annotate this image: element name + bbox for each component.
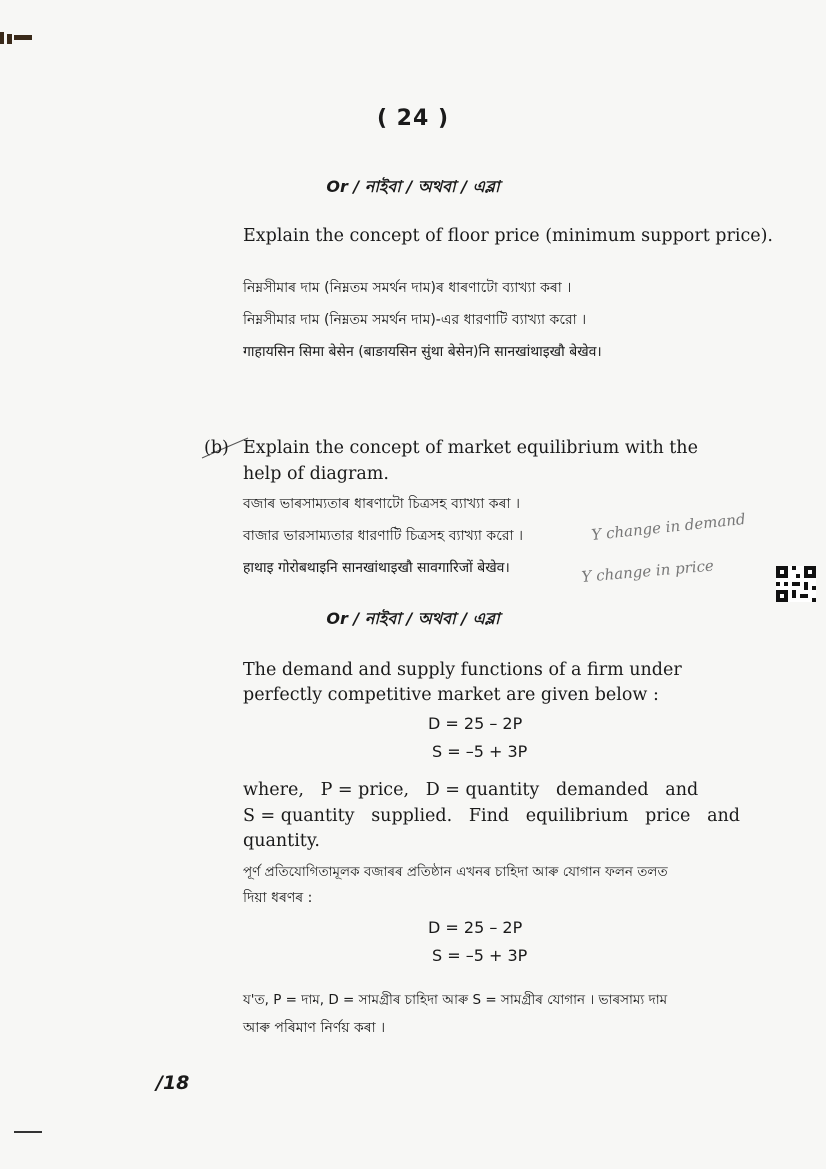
question-demand-supply-line1: The demand and supply functions of a firm under	[243, 660, 682, 680]
assamese-where-line1: য'ত, P = দাম, D = সামগ্ৰীৰ চাহিদা আৰু S = সামগ্ৰীৰ যোগান । ভাৰসাম্য দাম	[243, 992, 668, 1008]
equation-demand-2: D = 25 – 2P	[428, 918, 523, 937]
question-b-bengali: বাজার ভারসাম্যতার ধারণাটি চিত্রসহ ব্যাখ্যা করো ।	[243, 528, 524, 544]
equation-demand: D = 25 – 2P	[428, 714, 523, 733]
where-line3: quantity.	[243, 831, 320, 851]
assamese-demand-supply-line1: পূৰ্ণ প্ৰতিযোগিতামূলক বজাৰৰ প্ৰতিষ্ঠান এখনৰ চাহিদা আৰু যোগান ফলন তলত	[243, 864, 668, 880]
question-b-assamese: বজাৰ ভাৰসাম্যতাৰ ধাৰণাটো চিত্ৰসহ ব্যাখ্যা কৰা ।	[243, 496, 520, 512]
handwritten-note	[580, 510, 800, 600]
where-line2: S = quantity supplied. Find equilibrium price and	[243, 806, 741, 826]
equation-supply: S = –5 + 3P	[432, 742, 528, 761]
question-b-english-line2: help of diagram.	[243, 464, 389, 484]
assamese-where-line2: আৰু পৰিমাণ নিৰ্ণয় কৰা ।	[243, 1020, 386, 1036]
question-b-label: (b)	[204, 438, 229, 458]
svg-text:Y change in price: Y change in price	[580, 556, 715, 586]
question-floor-price-assamese: নিম্নসীমাৰ দাম (নিম্নতম সমৰ্থন দাম)ৰ ধাৰণাটো ব্যাখ্যা কৰা ।	[243, 280, 572, 296]
question-floor-price-english: Explain the concept of floor price (minimum support price).	[243, 226, 773, 246]
qr-code	[776, 566, 816, 602]
where-line1: where, P = price, D = quantity demanded and	[243, 780, 699, 800]
question-demand-supply-line2: perfectly competitive market are given below :	[243, 685, 659, 705]
question-floor-price-bodo: गाहायसिन सिमा बेसेन (बाङायसिन सुंथा बेसेन)नि सानखांथाइखौ बेखेव।	[243, 344, 602, 360]
question-floor-price-bengali: নিম্নসীমার দাম (নিম্নতম সমর্থন দাম)-এর ধারণাটি ব্যাখ্যা করো ।	[243, 312, 587, 328]
scan-edge-line	[14, 1131, 42, 1133]
footer-code: /18	[156, 1072, 190, 1094]
equation-supply-2: S = –5 + 3P	[432, 946, 528, 965]
page-number: ( 24 )	[376, 106, 450, 131]
scan-mark	[0, 32, 34, 44]
or-separator-2: Or / নাইবা / অথবা / এব্লা	[326, 609, 500, 628]
or-separator: Or / নাইবা / অথবা / এব্লা	[326, 177, 500, 196]
assamese-demand-supply-line2: দিয়া ধৰণৰ :	[243, 890, 313, 906]
svg-text:Y change in demand: Y change in demand	[590, 510, 747, 544]
question-b-bodo: हाथाइ गोरोबथाइनि सानखांथाइखौ सावगारिजों बेखेव।	[243, 560, 510, 576]
question-b-english-line1: Explain the concept of market equilibrium with the	[243, 438, 698, 458]
